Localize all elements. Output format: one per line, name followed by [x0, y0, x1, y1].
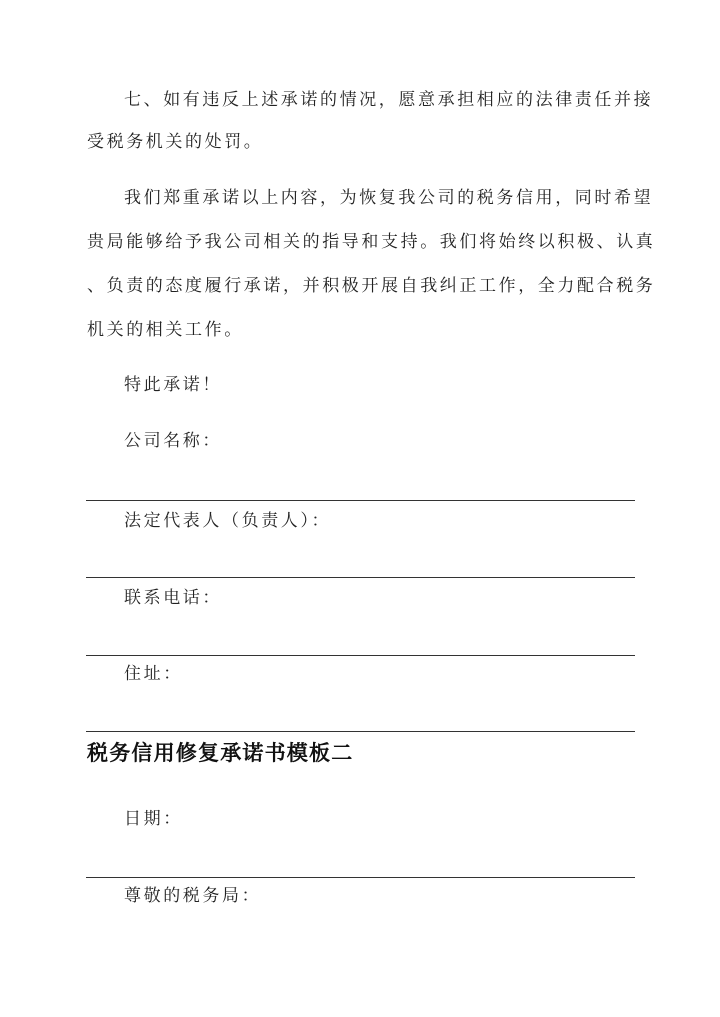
closing-statement: 特此承诺！ — [124, 375, 222, 395]
salutation: 尊敬的税务局： — [124, 886, 262, 906]
phone-label: 联系电话： — [124, 588, 222, 608]
date-label: 日期： — [124, 809, 183, 829]
company-name-rule — [86, 500, 635, 501]
legal-rep-label: 法定代表人（负责人）： — [124, 511, 332, 531]
clause-7-line-1: 七、如有违反上述承诺的情况，愿意承担相应的法律责任并接 — [124, 90, 654, 110]
company-name-label: 公司名称： — [124, 431, 222, 451]
commitment-line-4: 机关的相关工作。 — [87, 320, 244, 340]
commitment-line-1: 我们郑重承诺以上内容，为恢复我公司的税务信用，同时希望 — [124, 188, 654, 208]
address-rule — [86, 731, 635, 732]
date-rule — [86, 877, 635, 878]
clause-7-line-2: 受税务机关的处罚。 — [87, 132, 264, 152]
legal-rep-rule — [86, 577, 635, 578]
template-2-heading: 税务信用修复承诺书模板二 — [87, 740, 354, 765]
commitment-line-2: 贵局能够给予我公司相关的指导和支持。我们将始终以积极、认真 — [87, 232, 656, 252]
phone-rule — [86, 655, 635, 656]
commitment-line-3: 、负责的态度履行承诺，并积极开展自我纠正工作，全力配合税务 — [87, 276, 656, 296]
address-label: 住址： — [124, 664, 183, 684]
